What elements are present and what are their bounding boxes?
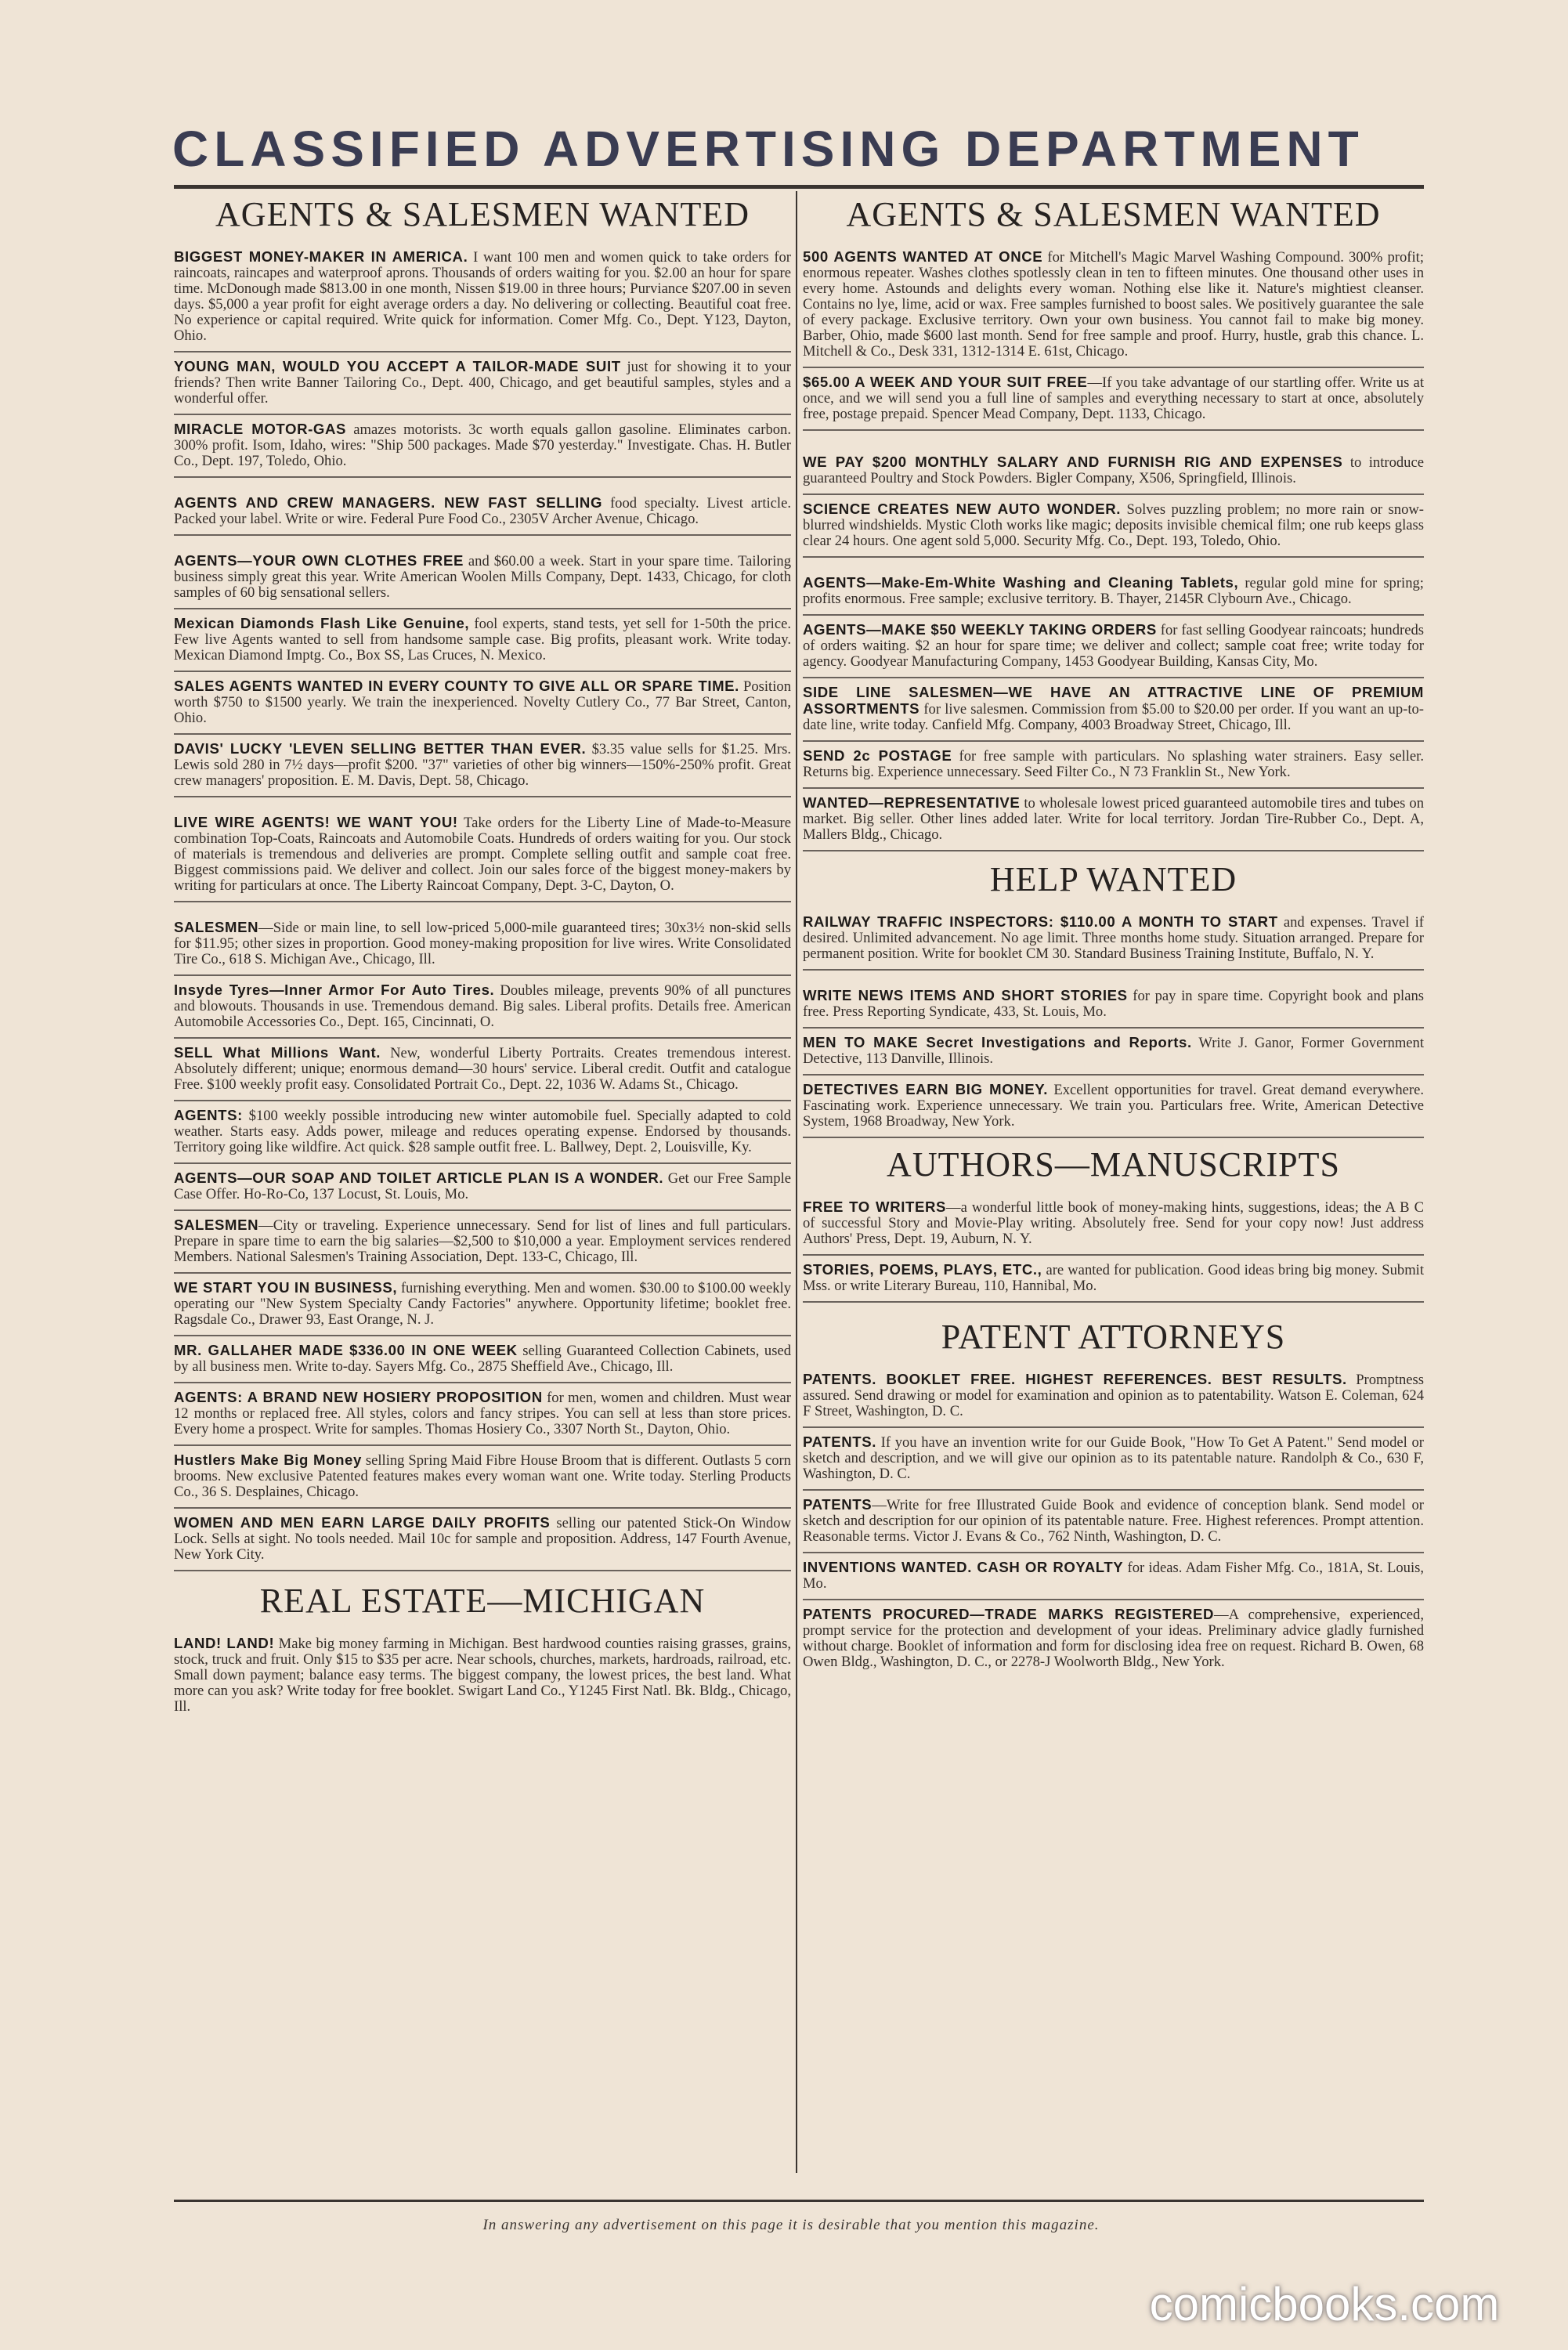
classified-ad: BIGGEST MONEY-MAKER IN AMERICA. I want 100 men and women quick to take orders for raincoats, raincapes and waterproof aprons. Thousands of orders waiting for you. $2.00 an hour for spare time. McDonough made $813.00 in one month, Nissen $19.00 in three hours; Purviance $207.00 in seven days. $5,000 a year profit for eight average orders a day. No delivering or collecting. Beautiful coat free. No experience or capital required. Write quick for information. Comer Mfg. Co., Dept. Y123, Dayton, Ohio.	[174, 243, 791, 352]
watermark: comicbooks.com	[1149, 2278, 1500, 2330]
classified-ad: DAVIS' LUCKY 'LEVEN SELLING BETTER THAN EVER. $3.35 value sells for $1.25. Mrs. Lewis sold 280 in 7½ days—profit $200. "37" varieties of other big winners—150%-250% profit. Great crew managers' proposition. E. M. Davis, Dept. 58, Chicago.	[174, 735, 791, 797]
classified-ad: WRITE NEWS ITEMS AND SHORT STORIES for pay in spare time. Copyright book and plans free. Press Reporting Syndicate, 433, St. Louis, Mo.	[803, 982, 1424, 1029]
classified-ad: SALESMEN—City or traveling. Experience unnecessary. Send for list of lines and full particulars. Prepare in spare time to earn the big salaries—$2,500 to $10,000 a year. Employment services rendered Members. National Salesmen's Training Association, Dept. 133-C, Chicago, Ill.	[174, 1211, 791, 1274]
page-footer-note: In answering any advertisement on this page it is desirable that you mention this magazine.	[482, 2217, 1100, 2233]
section-heading-agents-salesmen: AGENTS & SALESMEN WANTED	[846, 195, 1381, 233]
classified-ad: MIRACLE MOTOR-GAS amazes motorists. 3c worth equals gallon gasoline. Eliminates carbon. 300% profit. Isom, Idaho, wires: "Ship 500 packages. Made $70 yesterday." Investigate. Chas. H. Butler Co., Dept. 197, Toledo, Ohio.	[174, 415, 791, 478]
classified-ad: LAND! LAND! Make big money farming in Michigan. Best hardwood counties raising grasses, grains, stock, truck and fruit. Only $15 to $35 per acre. Near schools, churches, markets, hardroads, railroad, etc. Small down payment; balance easy terms. The biggest company, the lowest prices, the best land. What more can you ask? Write today for free booklet. Swigart Land Co., Y1245 First Natl. Bk. Bldg., Chicago, Ill.	[174, 1635, 791, 1715]
classified-ad: YOUNG MAN, WOULD YOU ACCEPT A TAILOR-MADE SUIT just for showing it to your friends? Then write Banner Tailoring Co., Dept. 400, Chicago, and get beautiful samples, styles and a wonderful offer.	[174, 352, 791, 415]
classified-ad: RAILWAY TRAFFIC INSPECTORS: $110.00 A MONTH TO START and expenses. Travel if desired. Unlimited advancement. No age limit. Three months home study. Situation arranged. Prepare for permanent position. Write for booklet CM 30. Standard Business Training Institute, Buffalo, N. Y.	[803, 908, 1424, 971]
classified-ad: DETECTIVES EARN BIG MONEY. Excellent opportunities for travel. Great demand everywhere. Fascinating work. Experience unnecessary. We train you. Particulars free. Write, American Detective System, 1968 Broadway, New York.	[803, 1076, 1424, 1138]
right-column	[803, 188, 1424, 1677]
classified-ad: FREE TO WRITERS—a wonderful little book of money-making hints, suggestions, ideas; the A B C of successful Story and Movie-Play writing. Absolutely free. Send for your copy now! Just address Authors' Press, Dept. 19, Auburn, N. Y.	[803, 1193, 1424, 1256]
page-title: CLASSIFIED ADVERTISING DEPARTMENT	[172, 121, 1364, 177]
bottom-rule	[174, 2200, 1424, 2202]
classified-ad: INVENTIONS WANTED. CASH OR ROYALTY for ideas. Adam Fisher Mfg. Co., 181A, St. Louis, Mo.	[803, 1553, 1424, 1600]
classified-ad: AGENTS AND CREW MANAGERS. NEW FAST SELLING food specialty. Livest article. Packed your label. Write or wire. Federal Pure Food Co., 2305V Archer Avenue, Chicago.	[174, 489, 791, 536]
section-heading-patent-attorneys: PATENT ATTORNEYS	[941, 1318, 1286, 1356]
classified-ad: PATENTS PROCURED—TRADE MARKS REGISTERED—A comprehensive, experienced, prompt service for the protection and development of your ideas. Preliminary advice gladly furnished without charge. Booklet of information and form for disclosing idea free on request. Richard B. Owen, 68 Owen Bldg., Washington, D. C., or 2278-J Woolworth Bldg., New York.	[803, 1606, 1424, 1670]
classified-ad: SEND 2c POSTAGE for free sample with particulars. No splashing water strainers. Easy seller. Returns big. Experience unnecessary. Seed Filter Co., N 73 Franklin St., New York.	[803, 742, 1424, 789]
classified-ad: SELL What Millions Want. New, wonderful Liberty Portraits. Creates tremendous interest. Absolutely different; unique; enormous demand—30 hours' service. Liberal credit. Outfit and catalogue Free. $100 weekly profit easy. Consolidated Portrait Co., Dept. 22, 1036 W. Adams St., Chicago.	[174, 1039, 791, 1101]
classified-ad: AGENTS—OUR SOAP AND TOILET ARTICLE PLAN IS A WONDER. Get our Free Sample Case Offer. Ho-Ro-Co, 137 Locust, St. Louis, Mo.	[174, 1164, 791, 1211]
classified-ad: $65.00 A WEEK AND YOUR SUIT FREE—If you take advantage of our startling offer. Write us at once, and we will send you a full line of samples and everything necessary to start at once, absolutely free, postage prepaid. Spencer Mead Company, Dept. 1133, Chicago.	[803, 368, 1424, 431]
classified-ad: SALES AGENTS WANTED IN EVERY COUNTY TO GIVE ALL OR SPARE TIME. Position worth $750 to $1500 yearly. We train the inexperienced. Novelty Cutlery Co., 77 Bar Street, Canton, Ohio.	[174, 672, 791, 735]
classified-ad: Hustlers Make Big Money selling Spring Maid Fibre House Broom that is different. Outlasts 5 corn brooms. New exclusive Patented features makes every woman want one. Write today. Sterling Products Co., 36 S. Desplaines, Chicago.	[174, 1446, 791, 1509]
column-divider	[796, 191, 797, 2173]
classified-ad: LIVE WIRE AGENTS! WE WANT YOU! Take orders for the Liberty Line of Made-to-Measure combination Top-Coats, Raincoats and Automobile Coats. Hundreds of orders waiting for you. Our stock of materials is tremendous and deliveries are prompt. Complete selling outfit and sample coat free. Biggest commissions paid. We deliver and collect. Join our sales force of the biggest money-makers by writing for particulars at once. The Liberty Raincoat Company, Dept. 3-C, Dayton, O.	[174, 808, 791, 902]
section-heading-help-wanted: HELP WANTED	[989, 860, 1237, 898]
classified-ad: MR. GALLAHER MADE $336.00 IN ONE WEEK selling Guaranteed Collection Cabinets, used by all business men. Write to-day. Sayers Mfg. Co., 2875 Sheffield Ave., Chicago, Ill.	[174, 1336, 791, 1383]
classified-ad: AGENTS—Make-Em-White Washing and Cleaning Tablets, regular gold mine for spring; profits enormous. Free sample; exclusive territory. B. Thayer, 2145R Clybourn Ave., Chicago.	[803, 569, 1424, 616]
classified-ad: SALESMEN—Side or main line, to sell low-priced 5,000-mile guaranteed tires; 30x3½ non-skid sells for $11.95; other sizes in proportion. Good money-making proposition for live wires. Write Consolidated Tire Co., 618 S. Michigan Ave., Chicago, Ill.	[174, 913, 791, 976]
classified-ad: Insyde Tyres—Inner Armor For Auto Tires. Doubles mileage, prevents 90% of all punctures and blowouts. Thousands in use. Tremendous demand. Big sales. Liberal profits. Details free. American Automobile Accessories Co., Dept. 165, Cincinnati, O.	[174, 976, 791, 1039]
classified-ad: AGENTS—YOUR OWN CLOTHES FREE and $60.00 a week. Start in your spare time. Tailoring business simply great this year. Write American Woolen Mills Company, Dept. 1433, Chicago, for cloth samples of 60 big sensational sellers.	[174, 547, 791, 609]
classified-ad: STORIES, POEMS, PLAYS, ETC., are wanted for publication. Good ideas bring big money. Submit Mss. or write Literary Bureau, 110, Hannibal, Mo.	[803, 1256, 1424, 1303]
section-heading-authors-manuscripts: AUTHORS—MANUSCRIPTS	[887, 1145, 1340, 1184]
classified-ad: SCIENCE CREATES NEW AUTO WONDER. Solves puzzling problem; no more rain or snow-blurred windshields. Mystic Cloth works like magic; deposits invisible chemical film; one rub keeps glass clear 24 hours. One agent sold 5,000. Security Mfg. Co., Dept. 193, Toledo, Ohio.	[803, 495, 1424, 558]
classified-ad: WE PAY $200 MONTHLY SALARY AND FURNISH RIG AND EXPENSES to introduce guaranteed Poultry and Stock Powders. Bigler Company, X506, Springfield, Illinois.	[803, 448, 1424, 495]
classified-ad: WE START YOU IN BUSINESS, furnishing everything. Men and women. $30.00 to $100.00 weekly operating our "New System Specialty Candy Factories" anywhere. Opportunity lifetime; booklet free. Ragsdale Co., Drawer 93, East Orange, N. J.	[174, 1274, 791, 1336]
classified-ad: SIDE LINE SALESMEN—WE HAVE AN ATTRACTIVE LINE OF PREMIUM ASSORTMENTS for live salesmen. Commission from $5.00 to $20.00 per order. If you want an up-to-date line, write today. Canfield Mfg. Company, 4003 Broadway Street, Chicago, Ill.	[803, 678, 1424, 742]
classified-ad: Mexican Diamonds Flash Like Genuine, fool experts, stand tests, yet sell for 1-50th the price. Few live Agents wanted to sell from handsome sample case. Big profits, pleasant work. Write today. Mexican Diamond Imptg. Co., Box SS, Las Cruces, N. Mexico.	[174, 609, 791, 672]
section-heading-agents-salesmen: AGENTS & SALESMEN WANTED	[215, 195, 750, 233]
classified-ad: PATENTS. If you have an invention write for our Guide Book, "How To Get A Patent." Send model or sketch and description, and we will give our opinion as to its patentable nature. Randolph & Co., 630 F, Washington, D. C.	[803, 1428, 1424, 1491]
classified-ad: AGENTS—MAKE $50 WEEKLY TAKING ORDERS for fast selling Goodyear raincoats; hundreds of orders waiting. $2 an hour for spare time; we deliver and collect; sample coat free; write today for agency. Goodyear Manufacturing Company, 1453 Goodyear Building, Kansas City, Mo.	[803, 616, 1424, 678]
classified-ad: AGENTS: A BRAND NEW HOSIERY PROPOSITION for men, women and children. Must wear 12 months or replaced free. All styles, colors and fancy stripes. You can sell at less than store prices. Every home a prospect. Write for samples. Thomas Hosiery Co., 3307 North St., Dayton, Ohio.	[174, 1383, 791, 1446]
classified-ad: MEN TO MAKE Secret Investigations and Reports. Write J. Ganor, Former Government Detective, 113 Danville, Illinois.	[803, 1029, 1424, 1076]
classified-ad: PATENTS. BOOKLET FREE. HIGHEST REFERENCES. BEST RESULTS. Promptness assured. Send drawing or model for examination and opinion as to patentability. Watson E. Coleman, 624 F Street, Washington, D. C.	[803, 1365, 1424, 1428]
classified-ad: PATENTS—Write for free Illustrated Guide Book and evidence of conception blank. Send model or sketch and description for our opinion of its patentable nature. Free. Highest references. Prompt attention. Reasonable terms. Victor J. Evans & Co., 762 Ninth, Washington, D. C.	[803, 1491, 1424, 1553]
classified-ad: WANTED—REPRESENTATIVE to wholesale lowest priced guaranteed automobile tires and tubes on market. Big seller. Other lines added later. Write for local territory. Jordan Tire-Rubber Co., Dept. A, Mallers Bldg., Chicago.	[803, 789, 1424, 851]
classified-ad: WOMEN AND MEN EARN LARGE DAILY PROFITS selling our patented Stick-On Window Lock. Sells at sight. No tools needed. Mail 10c for sample and proposition. Address, 147 Fourth Avenue, New York City.	[174, 1509, 791, 1571]
classified-ad: AGENTS: $100 weekly possible introducing new winter automobile fuel. Specially adapted to cold weather. Starts easy. Adds power, mileage and reduces operating expense. Endorsed by thousands. Territory going like wildfire. Act quick. $28 sample outfit free. L. Ballwey, Dept. 2, Louisville, Ky.	[174, 1101, 791, 1164]
section-heading-real-estate: REAL ESTATE—MICHIGAN	[259, 1582, 706, 1620]
classified-ad: 500 AGENTS WANTED AT ONCE for Mitchell's Magic Marvel Washing Compound. 300% profit; enormous repeater. Washes clothes spotlessly clean in ten to fifteen minutes. One thousand other uses in every home. Astounds and delights every woman. Nothing else like it. Nature's mightiest cleanser. Contains no lye, lime, acid or wax. Free samples furnished to boost sales. We positively guarantee the sale of every package. Exclusive territory. Own your own business. You cannot fail to make big money. Barber, Ohio, made $600 last month. Send for free sample and proof. Hurry, hustle, grab this chance. L. Mitchell & Co., Desk 331, 1312-1314 E. 61st, Chicago.	[803, 243, 1424, 368]
left-column	[174, 188, 791, 1722]
